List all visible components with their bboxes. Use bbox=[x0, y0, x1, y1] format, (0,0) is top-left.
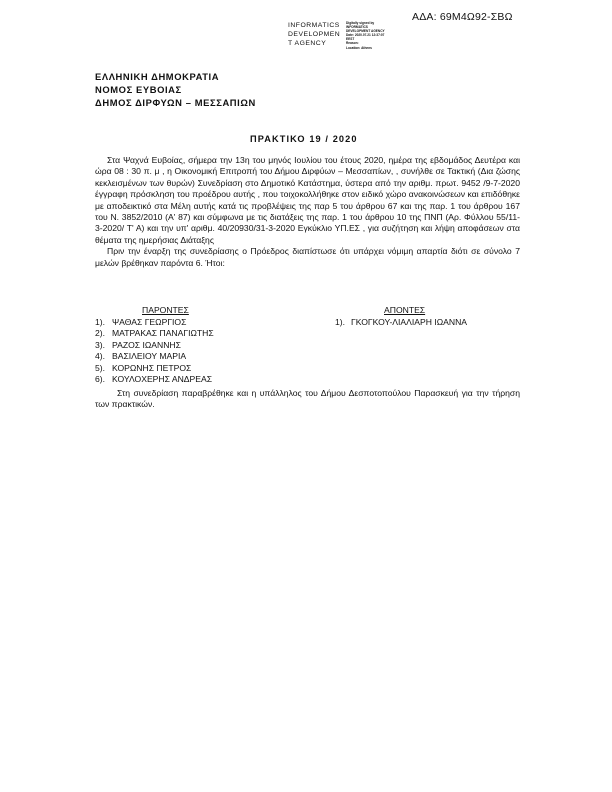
stamp-detail-line: Location: Athens bbox=[346, 45, 372, 50]
list-item bbox=[95, 340, 214, 351]
absent-heading: ΑΠΟΝΤΕΣ bbox=[384, 305, 426, 315]
document-header bbox=[95, 71, 256, 109]
list-item bbox=[95, 351, 214, 362]
stamp-line: DEVELOPMEN bbox=[288, 31, 341, 39]
present-list bbox=[95, 317, 214, 385]
closing-paragraph bbox=[95, 388, 520, 411]
item-number: 6). bbox=[95, 374, 106, 385]
member-name: ΡΑΖΟΣ ΙΩΑΝΝΗΣ bbox=[112, 339, 181, 350]
list-item bbox=[335, 317, 467, 328]
item-number: 5). bbox=[95, 362, 106, 373]
member-name: ΚΟΥΛΟΧΕΡΗΣ ΑΝΔΡΕΑΣ bbox=[112, 374, 213, 385]
item-number: 4). bbox=[95, 351, 106, 362]
body-paragraph-2: Πριν την έναρξη της συνεδρίασης ο Πρόεδρος διαπίστωσε ότι υπάρχει νόμιμη απαρτία διότι σε σύνολο 7 μελών βρέθηκαν παρόντα 6. Ήτοι: bbox=[95, 246, 520, 268]
item-number: 1). bbox=[335, 317, 346, 327]
absent-list bbox=[335, 317, 467, 328]
signature-stamp-details bbox=[346, 21, 385, 50]
list-item bbox=[95, 328, 214, 339]
item-number: 2). bbox=[95, 328, 106, 339]
ada-code: ΑΔΑ: 69Μ4Ω92-ΣΒΩ bbox=[412, 11, 513, 23]
stamp-detail-line: Reason: bbox=[346, 41, 359, 46]
stamp-detail-line: EEST bbox=[346, 37, 355, 42]
stamp-line: T AGENCY bbox=[288, 40, 327, 48]
present-heading: ΠΑΡΟΝΤΕΣ bbox=[142, 305, 189, 315]
list-item bbox=[95, 374, 214, 385]
stamp-detail-line: DEVELOPMENT AGENCY bbox=[346, 29, 385, 34]
closing-text: Στη συνεδρίαση παραβρέθηκε και η υπάλληλος του Δήμου Δεσποτοπούλου Παρασκευή για την τήρηση των πρακτικών. bbox=[95, 388, 520, 410]
member-name: ΓΚΟΓΚΟΥ-ΛΙΑΛΙΑΡΗ ΙΩΑΝΝΑ bbox=[351, 317, 468, 327]
stamp-detail-line: Date: 2020.07.21 12:37:07 bbox=[346, 33, 385, 38]
member-name: ΨΑΘΑΣ ΓΕΩΡΓΙΟΣ bbox=[112, 317, 187, 327]
header-municipality: ΔΗΜΟΣ ΔΙΡΦΥΩΝ – ΜΕΣΣΑΠΙΩΝ bbox=[95, 96, 256, 108]
body-paragraph-1: Στα Ψαχνά Ευβοίας, σήμερα την 13η του μηνός Ιουλίου του έτους 2020, ημέρα της εβδομάδος Δευτέρα και ώρα 08 : 30 π. μ , η Οικονομική Επιτροπή του Δήμου Διρφύων – Μεσσαπίων, , συνήλθε σε Τακτική (Δια ζώσης κεκλεισμένων των θυρών) Συνεδρίαση στο Δημοτικό Κατάστημα, ύστερα από την αριθμ. πρωτ. 9452 /9-7-2020 έγγραφη πρόσκληση του προέδρου αυτής , που τοιχοκολλήθηκε στον ειδικό χώρο ανακοινώσεων και επιδόθηκε με αποδεικτικό στα Μέλη αυτής κατά τις προβλέψεις της παρ 5 του άρθρου 67 και της παρ. 1 του άρθρου 167 του Ν. 3852/2010 (Α' 87) και σύμφωνα με τις διατάξεις της παρ. 1 του άρθρου 10 της ΠΝΠ (Αρ. Φύλλου 55/11-3-2020/ Τ' Α) και την υπ' αριθμ. 40/20930/31-3-2020 Εγκύκλιο ΥΠ.ΕΣ , για συζήτηση και λήψη αποφάσεων στα θέματα της ημερήσιας Διάταξης bbox=[95, 155, 520, 245]
header-prefecture: ΝΟΜΟΣ ΕΥΒΟΙΑΣ bbox=[95, 83, 182, 95]
stamp-detail-line: INFORMATICS bbox=[346, 25, 368, 30]
item-number: 3). bbox=[95, 339, 106, 350]
document-body bbox=[95, 155, 520, 269]
signature-stamp-label bbox=[288, 21, 340, 49]
list-item bbox=[95, 317, 214, 328]
stamp-detail-line: Digitally signed by bbox=[346, 21, 375, 25]
stamp-line: INFORMATICS bbox=[288, 22, 340, 29]
header-republic: ΕΛΛΗΝΙΚΗ ΔΗΜΟΚΡΑΤΙΑ bbox=[95, 71, 220, 82]
member-name: ΚΟΡΩΝΗΣ ΠΕΤΡΟΣ bbox=[112, 362, 192, 373]
member-name: ΜΑΤΡΑΚΑΣ ΠΑΝΑΓΙΩΤΗΣ bbox=[112, 328, 214, 339]
member-name: ΒΑΣΙΛΕΙΟΥ ΜΑΡΙΑ bbox=[112, 351, 187, 362]
list-item bbox=[95, 363, 214, 374]
document-title: ΠΡΑΚΤΙΚΟ 19 / 2020 bbox=[250, 134, 358, 144]
item-number: 1). bbox=[95, 317, 106, 327]
